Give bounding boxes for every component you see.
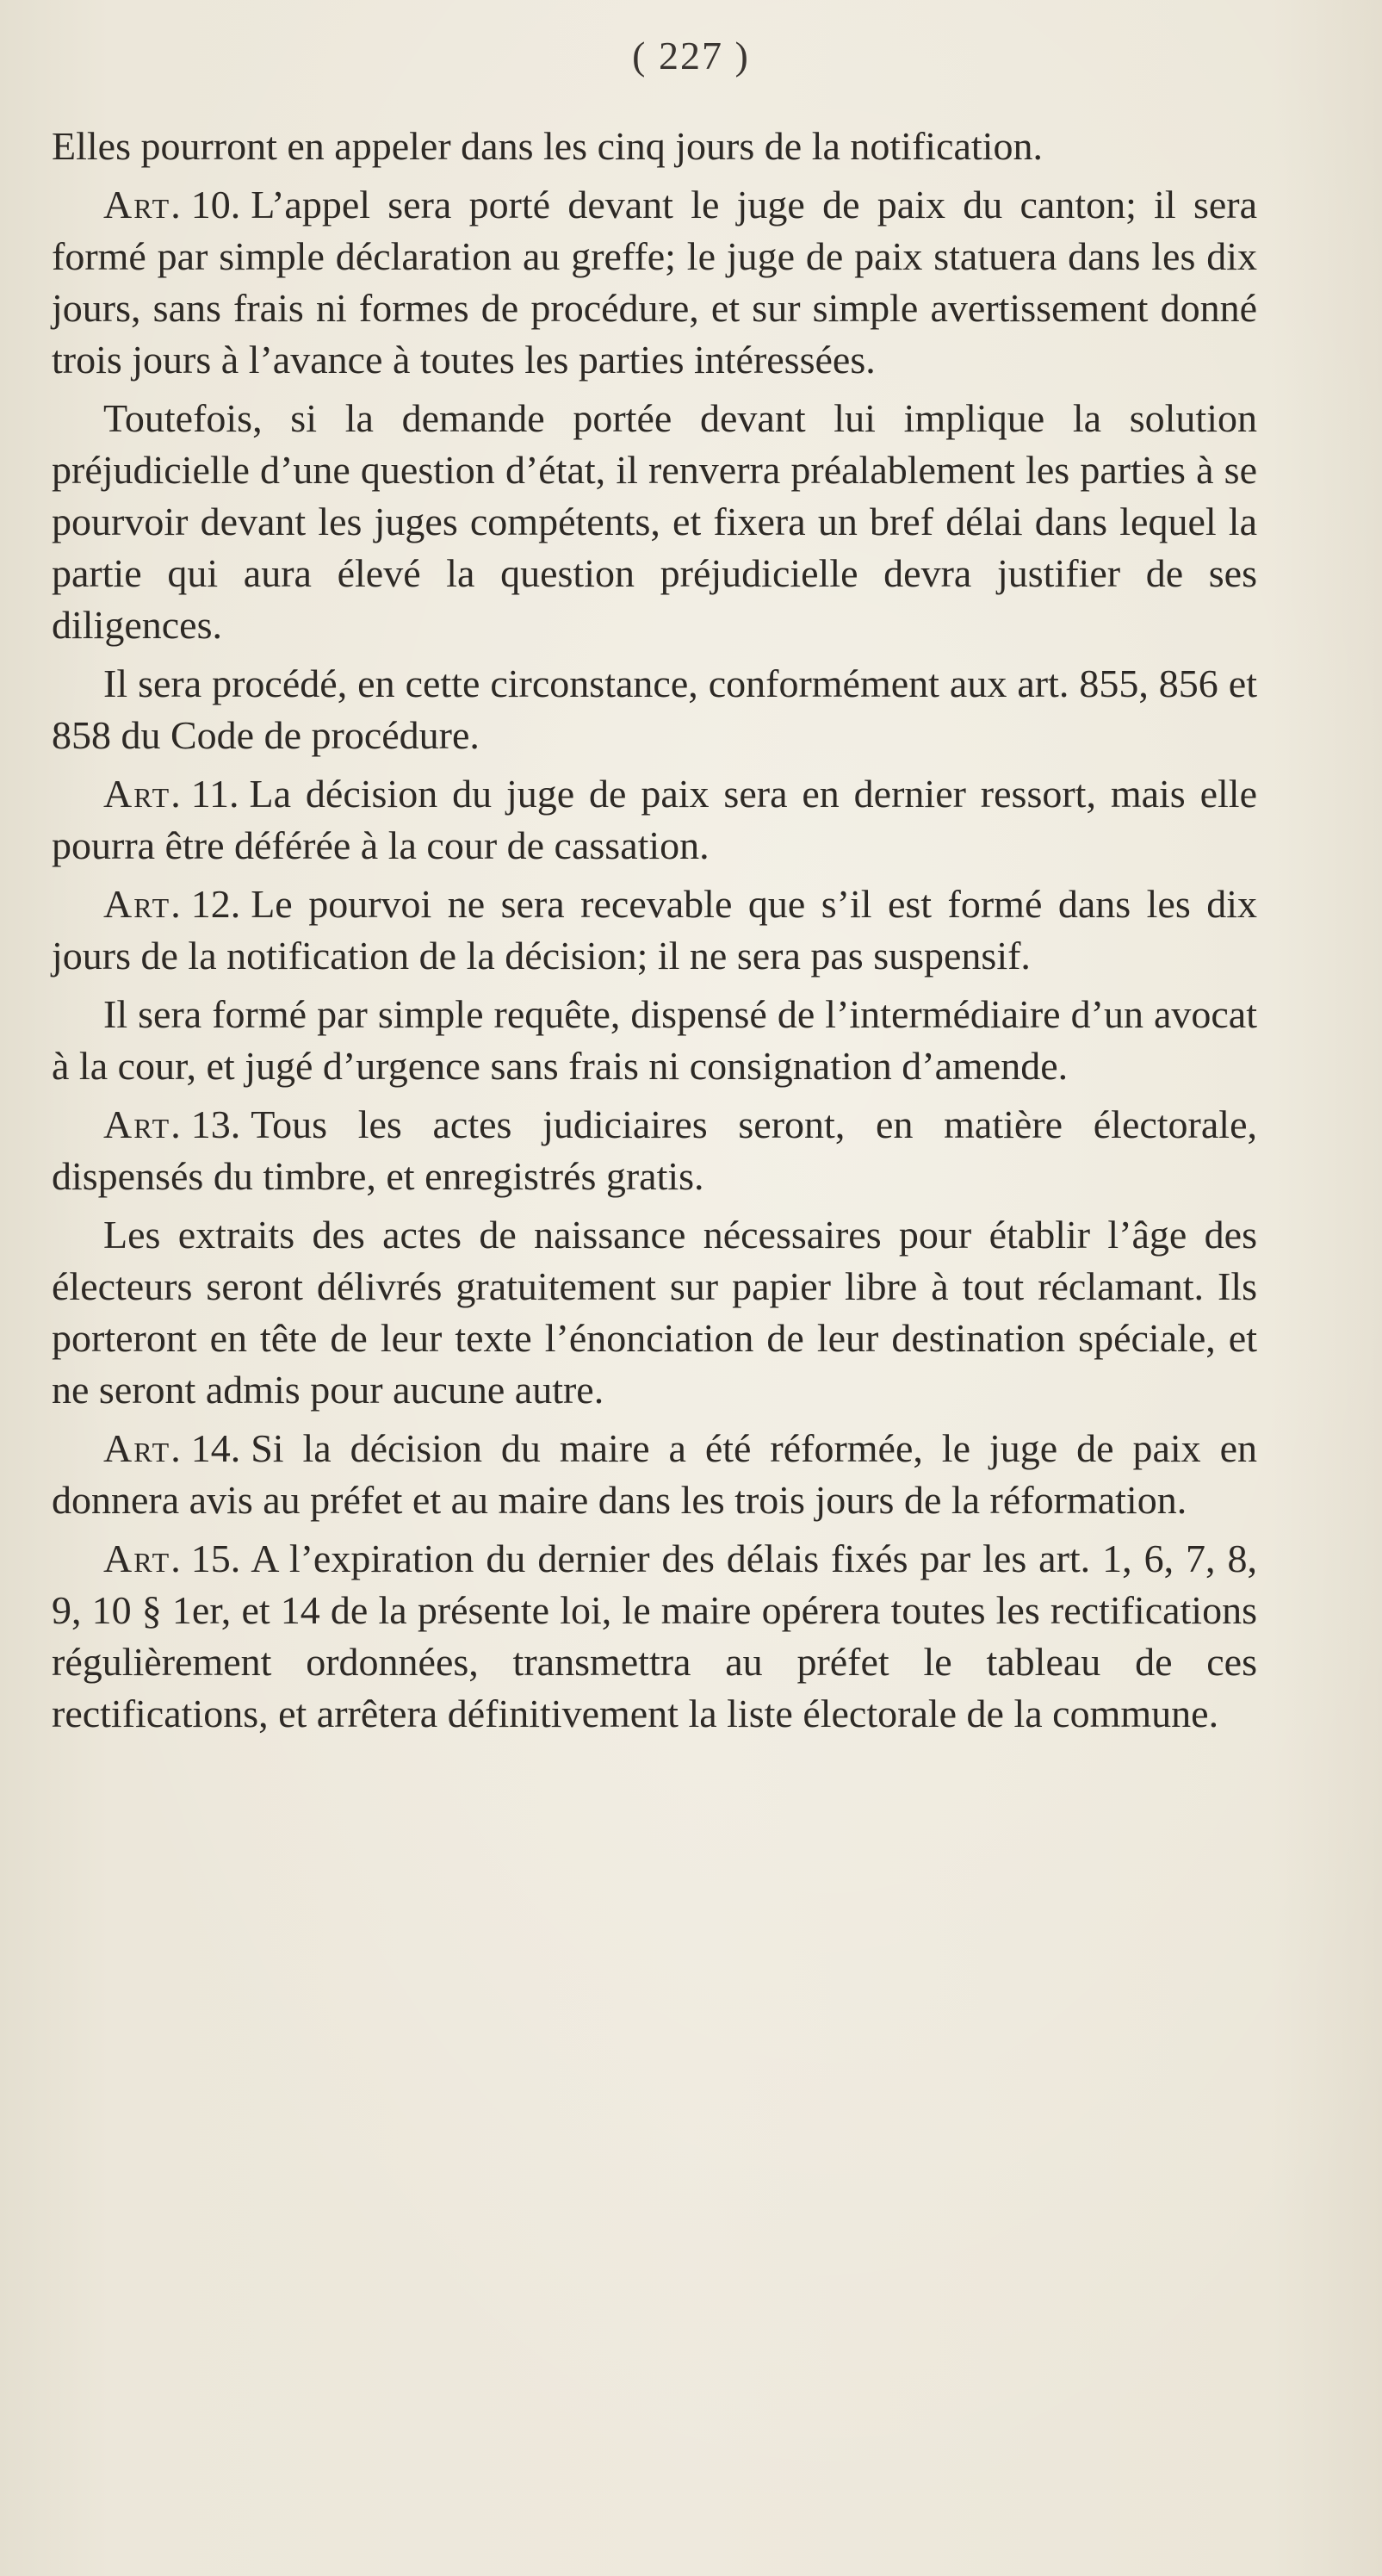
article-10 (52, 179, 1257, 386)
paragraph-text: Toutefois, si la demande portée devant lui implique la solution préjudicielle d’une question d’état, il renverra préalablement les parties à se pourvoir devant les juges compétents, et fixera un bref délai dans lequel la partie qui aura élevé la question préjudicielle devra justifier de ses diligences. (52, 396, 1257, 647)
paragraph-text: La décision du juge de paix sera en dernier ressort, mais elle pourra être déférée à la cour de cassation. (52, 772, 1257, 867)
paragraph-1 (52, 121, 1257, 172)
article-label: Art. (103, 183, 183, 227)
paragraph-4 (52, 658, 1257, 761)
paragraph-text: A l’expiration du dernier des délais fixés par les art. 1, 6, 7, 8, 9, 10 § 1er, et 14 de la présente loi, le maire opérera toutes les rectifications régulièrement ordonnées, transmettra au préfet le tableau de ces rectifications, et arrêtera définitivement la liste électorale de la commune. (52, 1536, 1257, 1735)
article-12 (52, 878, 1257, 982)
article-number: 11. (190, 772, 239, 816)
paragraph-text: Il sera formé par simple requête, dispensé de l’intermédiaire d’un avocat à la cour, et jugé d’urgence sans frais ni consignation d’amende. (52, 992, 1257, 1088)
paragraph-text: Elles pourront en appeler dans les cinq jours de la notification. (52, 124, 1043, 168)
article-label: Art. (103, 1536, 183, 1580)
paragraph-text: Le pourvoi ne sera recevable que s’il est formé dans les dix jours de la notification de la décision; il ne sera pas suspensif. (52, 882, 1257, 978)
article-15 (52, 1533, 1257, 1740)
paragraph-9 (52, 1209, 1257, 1416)
paragraph-text: Les extraits des actes de naissance nécessaires pour établir l’âge des électeurs seront délivrés gratuitement sur papier libre à tout réclamant. Ils porteront en tête de leur texte l’énonciation de leur destination spéciale, et ne seront admis pour aucune autre. (52, 1213, 1257, 1412)
paragraph-7 (52, 989, 1257, 1092)
page-number: ( 227 ) (632, 34, 750, 78)
article-14 (52, 1423, 1257, 1526)
article-label: Art. (103, 1426, 183, 1470)
article-number: 12. (190, 882, 241, 926)
article-13 (52, 1099, 1257, 1202)
article-number: 15. (190, 1536, 241, 1580)
article-number: 10. (190, 183, 241, 227)
article-label: Art. (103, 882, 183, 926)
article-number: 13. (190, 1102, 241, 1146)
body-text (52, 121, 1257, 1747)
paragraph-text: Tous les actes judiciaires seront, en matière électorale, dispensés du timbre, et enregistrés gratis. (52, 1102, 1257, 1198)
paragraph-text: Il sera procédé, en cette circonstance, conformément aux art. 855, 856 et 858 du Code de procédure. (52, 661, 1257, 757)
article-number: 14. (190, 1426, 241, 1470)
paragraph-text: Si la décision du maire a été réformée, le juge de paix en donnera avis au préfet et au maire dans les trois jours de la réformation. (52, 1426, 1257, 1522)
article-11 (52, 768, 1257, 872)
article-label: Art. (103, 772, 183, 816)
paragraph-3 (52, 393, 1257, 651)
paragraph-text: L’appel sera porté devant le juge de paix du canton; il sera formé par simple déclaration au greffe; le juge de paix statuera dans les dix jours, sans frais ni formes de procédure, et sur simple avertissement donné trois jours à l’avance à toutes les parties intéressées. (52, 183, 1257, 382)
article-label: Art. (103, 1102, 183, 1146)
